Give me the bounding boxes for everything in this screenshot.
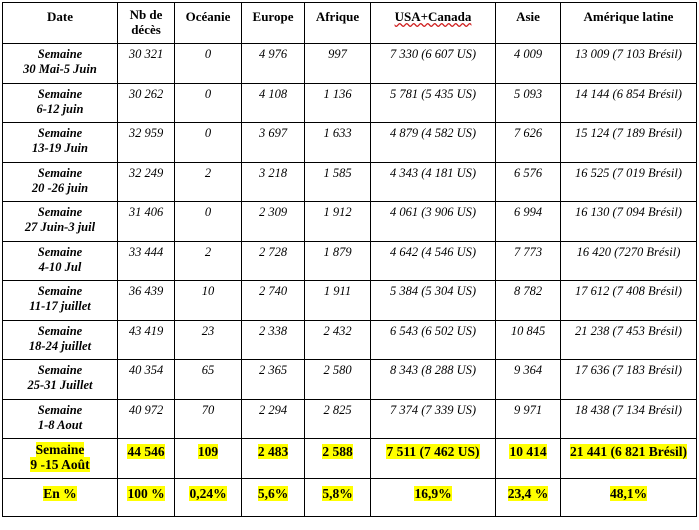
cell-usa: 4 879 (4 582 US) [371, 123, 496, 163]
cell-deces: 31 406 [118, 202, 175, 242]
current-week-row [3, 439, 697, 479]
week-date-cell: Semaine 30 Mai-5 Juin [3, 44, 118, 84]
cell-oceanie: 0 [175, 202, 242, 242]
cell-amlat: 16 420 (7270 Brésil) [561, 241, 697, 281]
cell-europe: 2 740 [242, 281, 305, 321]
percent-cell-amlat: 48,1% [561, 479, 697, 517]
current-cell-afrique: 2 588 [305, 439, 371, 479]
cell-asie: 8 782 [496, 281, 561, 321]
cell-usa: 6 543 (6 502 US) [371, 320, 496, 360]
table-row [3, 44, 697, 84]
percent-label: En % [3, 479, 118, 517]
header-deces: Nb de décès [118, 3, 175, 44]
cell-afrique: 2 580 [305, 360, 371, 400]
cell-afrique: 1 879 [305, 241, 371, 281]
header-oceanie: Océanie [175, 3, 242, 44]
header-afrique: Afrique [305, 3, 371, 44]
deaths-table [2, 2, 697, 517]
cell-deces: 32 959 [118, 123, 175, 163]
week-date-cell: Semaine 25-31 Juillet [3, 360, 118, 400]
header-row [3, 3, 697, 44]
cell-usa: 8 343 (8 288 US) [371, 360, 496, 400]
cell-asie: 9 364 [496, 360, 561, 400]
cell-europe: 4 976 [242, 44, 305, 84]
cell-usa: 5 384 (5 304 US) [371, 281, 496, 321]
cell-europe: 2 294 [242, 399, 305, 439]
current-cell-usa: 7 511 (7 462 US) [371, 439, 496, 479]
cell-oceanie: 2 [175, 162, 242, 202]
cell-afrique: 1 633 [305, 123, 371, 163]
percent-cell-asie: 23,4 % [496, 479, 561, 517]
current-cell-oceanie: 109 [175, 439, 242, 479]
percent-cell-afrique: 5,8% [305, 479, 371, 517]
cell-afrique: 2 825 [305, 399, 371, 439]
cell-amlat: 15 124 (7 189 Brésil) [561, 123, 697, 163]
cell-amlat: 17 636 (7 183 Brésil) [561, 360, 697, 400]
current-cell-amlat: 21 441 (6 821 Brésil) [561, 439, 697, 479]
week-date-cell: Semaine 20 -26 juin [3, 162, 118, 202]
cell-amlat: 18 438 (7 134 Brésil) [561, 399, 697, 439]
cell-asie: 7 773 [496, 241, 561, 281]
header-europe: Europe [242, 3, 305, 44]
cell-asie: 6 994 [496, 202, 561, 242]
cell-afrique: 1 585 [305, 162, 371, 202]
cell-oceanie: 2 [175, 241, 242, 281]
cell-amlat: 14 144 (6 854 Brésil) [561, 83, 697, 123]
cell-oceanie: 0 [175, 44, 242, 84]
table-row [3, 162, 697, 202]
cell-europe: 2 309 [242, 202, 305, 242]
cell-oceanie: 0 [175, 123, 242, 163]
cell-afrique: 997 [305, 44, 371, 84]
current-cell-asie: 10 414 [496, 439, 561, 479]
cell-oceanie: 23 [175, 320, 242, 360]
cell-europe: 2 728 [242, 241, 305, 281]
cell-europe: 4 108 [242, 83, 305, 123]
cell-deces: 36 439 [118, 281, 175, 321]
week-date-cell: Semaine 6-12 juin [3, 83, 118, 123]
cell-deces: 32 249 [118, 162, 175, 202]
cell-asie: 4 009 [496, 44, 561, 84]
cell-usa: 4 642 (4 546 US) [371, 241, 496, 281]
cell-europe: 2 338 [242, 320, 305, 360]
cell-asie: 6 576 [496, 162, 561, 202]
cell-asie: 10 845 [496, 320, 561, 360]
week-date-cell: Semaine 11-17 juillet [3, 281, 118, 321]
header-usa-canada: USA+Canada [371, 3, 496, 44]
cell-usa: 4 061 (3 906 US) [371, 202, 496, 242]
cell-usa: 4 343 (4 181 US) [371, 162, 496, 202]
percent-cell-europe: 5,6% [242, 479, 305, 517]
table-row [3, 202, 697, 242]
current-week-date-cell: Semaine 9 -15 Août [3, 439, 118, 479]
header-asie: Asie [496, 3, 561, 44]
table-row [3, 83, 697, 123]
week-date-cell: Semaine 18-24 juillet [3, 320, 118, 360]
cell-afrique: 1 911 [305, 281, 371, 321]
cell-europe: 3 218 [242, 162, 305, 202]
cell-deces: 43 419 [118, 320, 175, 360]
table-row [3, 320, 697, 360]
cell-oceanie: 0 [175, 83, 242, 123]
cell-afrique: 1 136 [305, 83, 371, 123]
percent-cell-usa: 16,9% [371, 479, 496, 517]
cell-amlat: 16 525 (7 019 Brésil) [561, 162, 697, 202]
cell-afrique: 1 912 [305, 202, 371, 242]
cell-asie: 7 626 [496, 123, 561, 163]
table-row [3, 281, 697, 321]
cell-usa: 7 330 (6 607 US) [371, 44, 496, 84]
cell-asie: 9 971 [496, 399, 561, 439]
cell-usa: 7 374 (7 339 US) [371, 399, 496, 439]
cell-deces: 30 321 [118, 44, 175, 84]
cell-asie: 5 093 [496, 83, 561, 123]
week-date-cell: Semaine 4-10 Jul [3, 241, 118, 281]
percent-row [3, 479, 697, 517]
percent-cell-deces: 100 % [118, 479, 175, 517]
current-cell-europe: 2 483 [242, 439, 305, 479]
cell-amlat: 13 009 (7 103 Brésil) [561, 44, 697, 84]
cell-deces: 30 262 [118, 83, 175, 123]
cell-oceanie: 65 [175, 360, 242, 400]
cell-amlat: 21 238 (7 453 Brésil) [561, 320, 697, 360]
cell-europe: 3 697 [242, 123, 305, 163]
cell-oceanie: 70 [175, 399, 242, 439]
cell-amlat: 16 130 (7 094 Brésil) [561, 202, 697, 242]
table-row [3, 123, 697, 163]
table-row [3, 399, 697, 439]
week-date-cell: Semaine 13-19 Juin [3, 123, 118, 163]
cell-amlat: 17 612 (7 408 Brésil) [561, 281, 697, 321]
header-date: Date [3, 3, 118, 44]
table-row [3, 360, 697, 400]
week-date-cell: Semaine 27 Juin-3 juil [3, 202, 118, 242]
cell-deces: 40 972 [118, 399, 175, 439]
cell-oceanie: 10 [175, 281, 242, 321]
cell-deces: 33 444 [118, 241, 175, 281]
percent-cell-oceanie: 0,24% [175, 479, 242, 517]
cell-europe: 2 365 [242, 360, 305, 400]
cell-usa: 5 781 (5 435 US) [371, 83, 496, 123]
header-amerique-latine: Amérique latine [561, 3, 697, 44]
cell-deces: 40 354 [118, 360, 175, 400]
current-cell-deces: 44 546 [118, 439, 175, 479]
table-row [3, 241, 697, 281]
cell-afrique: 2 432 [305, 320, 371, 360]
week-date-cell: Semaine 1-8 Aout [3, 399, 118, 439]
